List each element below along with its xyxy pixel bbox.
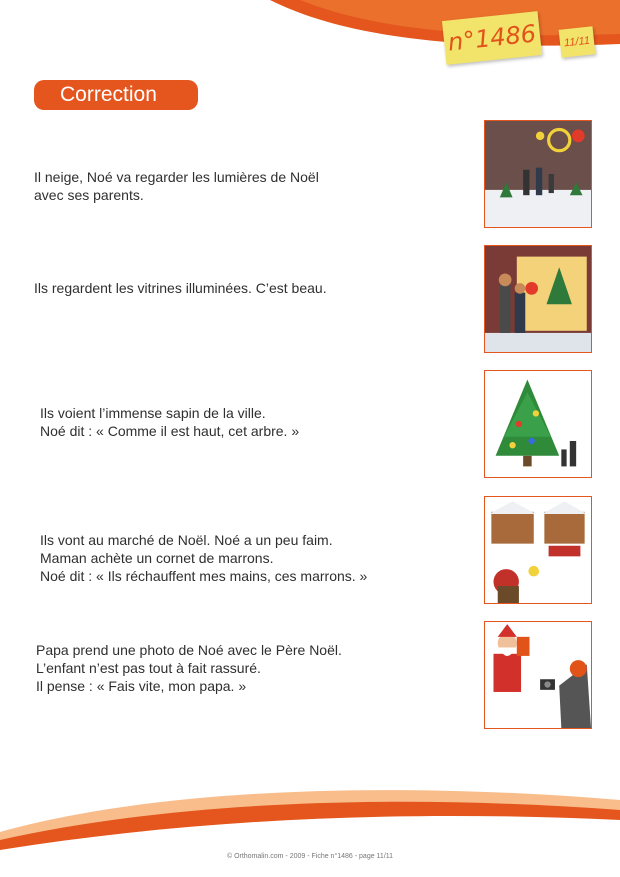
story-line: Il pense : « Fais vite, mon papa. »	[36, 678, 247, 694]
story-paragraph-1	[34, 168, 454, 204]
story-line: avec ses parents.	[34, 187, 144, 203]
christmas-tree-icon	[484, 370, 592, 478]
story-line: Noé dit : « Ils réchauffent mes mains, ces marrons. »	[40, 568, 368, 584]
story-line: Il neige, Noé va regarder les lumières de Noël	[34, 169, 319, 185]
story-paragraph-4	[40, 531, 460, 585]
story-line: L’enfant n’est pas tout à fait rassuré.	[36, 660, 261, 676]
story-line: Noé dit : « Comme il est haut, cet arbre. »	[40, 423, 300, 439]
story-line: Ils regardent les vitrines illuminées. C’est beau.	[34, 280, 327, 296]
shop-window-icon	[484, 245, 592, 353]
page-number: 11/11	[563, 34, 591, 50]
christmas-market-icon	[484, 496, 592, 604]
footer-credit: © Orthomalin.com - 2009 - Fiche n°1486 - page 11/11	[226, 853, 394, 860]
correction-title: Correction	[34, 80, 198, 110]
snowy-street-lights-icon	[484, 120, 592, 228]
page-badge	[559, 26, 596, 57]
story-line: Maman achète un cornet de marrons.	[40, 550, 274, 566]
bottom-swoosh-decoration	[0, 770, 620, 850]
story-line: Papa prend une photo de Noé avec le Père Noël.	[36, 642, 342, 658]
story-line: Ils vont au marché de Noël. Noé a un peu faim.	[40, 532, 333, 548]
story-paragraph-3	[40, 404, 460, 440]
story-paragraph-5	[36, 641, 456, 695]
story-paragraph-2	[34, 279, 454, 297]
story-line: Ils voient l’immense sapin de la ville.	[40, 405, 266, 421]
santa-photo-icon	[484, 621, 592, 729]
sheet-number: n°1486	[446, 19, 538, 57]
